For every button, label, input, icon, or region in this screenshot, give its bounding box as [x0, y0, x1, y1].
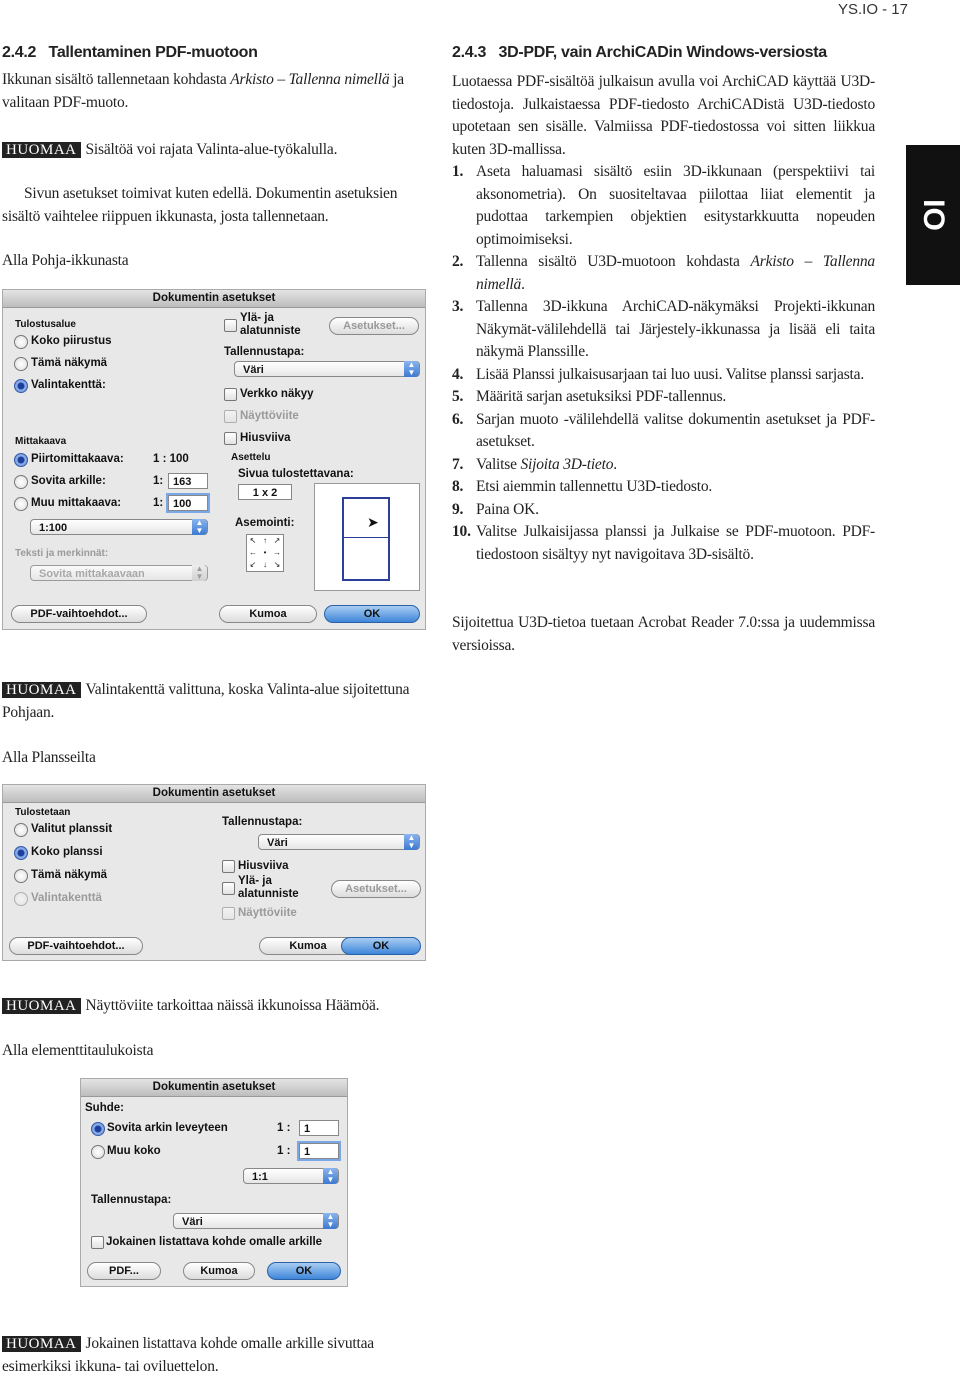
radio-other-scale-label: Muu mittakaava:	[31, 497, 122, 509]
radio-other-size-label: Muu koko	[107, 1145, 161, 1157]
cancel-button[interactable]: Kumoa	[259, 937, 357, 955]
fit-scale-field[interactable]: 163	[168, 473, 208, 489]
document-settings-dialog-2	[2, 784, 426, 961]
checkbox-header-footer-label: Ylä- ja alatunniste	[238, 875, 299, 900]
note-text: Sisältöä voi rajata Valinta-alue-työkalulla.	[85, 141, 338, 158]
checkbox-hairline-label: Hiusviiva	[238, 860, 289, 872]
step-text: Etsi aiemmin tallennettu U3D-tiedosto.	[476, 478, 713, 495]
left-para-2: Sivun asetukset toimivat kuten edellä. Dokumentin asetuksien sisältö vaihtelee riippuen ikkunasta, josta tallennetaan.	[2, 185, 398, 225]
step-text: Aseta haluamasi sisältö esiin 3D-ikkunaan (perspektiivi tai aksonometria). On suositeltavaa piilottaa liiat elementit ja pudottaa tarkempien objektien esitystarkkuutta nopeuden optimoimiseksi.	[476, 163, 875, 248]
other-scale-field[interactable]: 100	[168, 495, 208, 511]
checkbox-hairline-label: Hiusviiva	[240, 432, 291, 444]
note-label: HUOMAA	[2, 998, 81, 1014]
text-markers-popup[interactable]	[30, 565, 208, 581]
note-label: HUOMAA	[2, 142, 81, 158]
step-item	[452, 251, 875, 296]
radio-this-view-label: Tämä näkymä	[31, 357, 108, 369]
step-text: Tallenna 3D-ikkuna ArchiCAD-näkymäksi Projekti-ikkunan Näkymät-välilehdellä tai Järjestely-ikkunassa ja lisää eli taita näkymä Planssille.	[476, 298, 875, 360]
checkbox-screen-ref[interactable]	[224, 410, 237, 423]
left-heading-title: Tallentaminen PDF-muotoon	[48, 44, 258, 61]
radio-whole-drawing[interactable]	[14, 335, 28, 349]
caption-3: Alla elementtitaulukoista	[2, 1042, 154, 1059]
save-label: Tulostetaan	[15, 807, 71, 818]
intro-menu-1: Arkisto	[230, 71, 274, 88]
step-number: 5.	[452, 388, 464, 405]
note-4	[2, 1333, 426, 1378]
fit-prefix: 1:	[153, 475, 164, 487]
page-number: YS.IO - 17	[837, 1, 908, 18]
save-mode-value: Väri	[182, 1216, 203, 1228]
intro-text-1: Ikkunan sisältö tallennetaan kohdasta	[2, 71, 231, 88]
step-number: 9.	[452, 500, 464, 518]
step-item	[452, 521, 875, 566]
ok-button[interactable]: OK	[324, 605, 420, 623]
checkbox-web[interactable]	[224, 388, 237, 401]
cancel-button[interactable]: Kumoa	[183, 1262, 255, 1280]
note-label: HUOMAA	[2, 1336, 81, 1352]
ok-button[interactable]: OK	[341, 937, 421, 955]
scale-popup-value: 1:100	[39, 522, 68, 534]
cancel-button[interactable]: Kumoa	[219, 605, 317, 623]
pdf-button[interactable]: PDF...	[87, 1262, 161, 1280]
other-size-field[interactable]: 1	[299, 1143, 339, 1159]
dialog-title: Dokumentin asetukset	[3, 785, 425, 803]
checkbox-header-footer-label: Ylä- ja alatunniste	[240, 312, 301, 337]
fit-prefix: 1 :	[277, 1122, 291, 1134]
step-text	[476, 454, 875, 477]
radio-fit-width-label: Sovita arkin leveyteen	[107, 1122, 228, 1134]
note-text: Jokainen listattava kohde omalle arkille sivuttaa esimerkiksi ikkuna- tai oviluettelon.	[2, 1335, 374, 1375]
right-heading-title: 3D-PDF, vain ArchiCADin Windows-versiosta	[498, 44, 827, 61]
arrow-s-icon[interactable]: ↓	[263, 560, 267, 569]
step-text-part: Valitse	[476, 455, 521, 473]
checkbox-each-item[interactable]	[91, 1236, 104, 1249]
checkbox-hairline[interactable]	[222, 860, 235, 873]
step-number: 4.	[452, 365, 464, 383]
step-number: 6.	[452, 410, 464, 428]
save-mode-label: Tallennustapa:	[224, 346, 305, 358]
popup-arrows-icon: ▲ ▼	[404, 834, 419, 850]
radio-fit-sheet[interactable]	[14, 475, 28, 489]
text-markers-label: Teksti ja merkinnät:	[15, 548, 109, 559]
step-menu-path: Arkisto – Tallenna nimellä	[476, 253, 875, 293]
radio-marquee-label: Valintakenttä	[31, 892, 102, 904]
radio-drawing-scale[interactable]	[14, 453, 28, 467]
side-tab-label: IO	[916, 199, 950, 231]
scale-popup[interactable]	[243, 1168, 339, 1184]
checkbox-hairline[interactable]	[224, 432, 237, 445]
right-heading-number: 2.4.3	[452, 44, 487, 61]
page-preview	[314, 483, 420, 591]
step-text: Valitse Julkaisijassa planssi ja Julkaise se PDF-muotoon. PDF-tiedostoon sisältyy nyt navigoitava 3D-sisältö.	[476, 523, 875, 563]
step-number: 8.	[452, 478, 464, 495]
left-intro	[2, 69, 426, 114]
step-item	[452, 454, 875, 477]
pages-label: Sivua tulostettavana:	[238, 468, 354, 480]
position-grid[interactable]	[246, 534, 284, 572]
step-text-part: .	[613, 455, 617, 473]
right-intro: Luotaessa PDF-sisältöä julkaisun avulla voi ArchiCAD käyttää U3D-tiedostoja. Julkaistaessa PDF-tiedosto ArchiCADistä U3D-tiedosto upotetaan sen sisälle. Valmiissa PDF-tiedostossa voi sitten liikkua kuten 3D-mallissa.	[452, 73, 875, 158]
pdf-options-button[interactable]: PDF-vaihtoehdot...	[11, 605, 147, 623]
scale-popup[interactable]	[30, 519, 208, 535]
arrow-sw-icon[interactable]: ↙	[249, 560, 257, 569]
save-mode-popup[interactable]	[234, 361, 420, 377]
radio-fit-width[interactable]	[91, 1122, 105, 1136]
step-item	[452, 161, 875, 251]
popup-arrows-icon: ▲ ▼	[192, 519, 207, 535]
print-area-label: Tulostusalue	[15, 319, 76, 330]
scale-label: Mittakaava	[15, 436, 67, 447]
step-number: 7.	[452, 455, 464, 473]
radio-fit-sheet-label: Sovita arkille:	[31, 475, 106, 487]
step-text: Määritä sarjan asetuksiksi PDF-tallennus.	[476, 388, 727, 405]
cursor-icon: ➤	[367, 514, 379, 530]
page-outline	[342, 497, 390, 581]
step-number: 3.	[452, 298, 464, 315]
step-item	[452, 476, 875, 499]
arrow-e-icon[interactable]: →	[273, 548, 281, 557]
center-dot-icon[interactable]: •	[263, 548, 267, 557]
intro-dash: –	[273, 71, 289, 88]
settings-button[interactable]: Asetukset...	[331, 880, 421, 898]
radio-selected-layouts[interactable]	[14, 823, 28, 837]
step-text-part: Tallenna sisältö U3D-muotoon kohdasta	[476, 253, 751, 270]
popup-arrows-icon: ▲ ▼	[404, 361, 419, 377]
left-heading-number: 2.4.2	[2, 44, 37, 61]
checkbox-header-footer[interactable]	[224, 319, 237, 332]
settings-button[interactable]: Asetukset...	[329, 317, 419, 335]
step-item	[452, 409, 875, 454]
step-number: 1.	[452, 163, 464, 180]
step-text-part: .	[521, 275, 525, 293]
document-settings-dialog-3	[80, 1078, 348, 1287]
checkbox-screen-ref-label: Näyttöviite	[238, 907, 297, 919]
popup-arrows-icon: ▲ ▼	[323, 1213, 338, 1229]
step-text	[476, 251, 875, 296]
save-mode-value: Väri	[267, 837, 288, 849]
note-1	[2, 139, 426, 162]
radio-whole-layout-label: Koko planssi	[31, 846, 103, 858]
intro-text-2: ja valitaan PDF-muoto.	[2, 71, 404, 111]
radio-whole-layout[interactable]	[14, 846, 28, 860]
radio-selected-layouts-label: Valitut planssit	[31, 823, 113, 835]
radio-marquee[interactable]	[14, 892, 28, 906]
checkbox-each-item-label: Jokainen listattava kohde omalle arkille	[106, 1236, 323, 1248]
step-item	[452, 296, 875, 364]
size-label: Suhde:	[85, 1102, 124, 1114]
step-number: 10.	[452, 523, 471, 540]
popup-arrows-icon: ▲ ▼	[323, 1168, 338, 1184]
note-3	[2, 995, 426, 1018]
step-text: Lisää Planssi julkaisusarjaan tai luo uusi. Valitse planssi sarjasta.	[476, 365, 864, 383]
layout-label: Asettelu	[231, 452, 271, 463]
left-heading	[2, 44, 432, 62]
scale-popup-value: 1:1	[252, 1171, 268, 1183]
note-2	[2, 679, 426, 724]
radio-marquee-label: Valintakenttä:	[31, 379, 106, 391]
note-text: Valintakenttä valittuna, koska Valinta-alue sijoitettuna Pohjaan.	[2, 681, 410, 721]
step-item	[452, 499, 875, 522]
steps-list	[452, 161, 875, 566]
pdf-options-button[interactable]: PDF-vaihtoehdot...	[9, 937, 143, 955]
drawing-scale-value: 1 : 100	[153, 453, 189, 465]
save-mode-popup[interactable]	[258, 834, 420, 850]
caption-1: Alla Pohja-ikkunasta	[2, 252, 129, 269]
radio-whole-drawing-label: Koko piirustus	[31, 335, 112, 347]
text-markers-value: Sovita mittakaavaan	[39, 568, 145, 580]
step-text: Paina OK.	[476, 500, 539, 518]
position-label: Asemointi:	[235, 517, 295, 529]
step-text: Sarjan muoto -välilehdellä valitse dokumentin asetukset ja PDF-asetukset.	[476, 410, 875, 450]
checkbox-web-label: Verkko näkyy	[240, 388, 314, 400]
pages-field[interactable]: 1 x 2	[238, 484, 292, 500]
fit-width-field[interactable]: 1	[299, 1120, 339, 1136]
step-item	[452, 386, 875, 409]
dialog-title: Dokumentin asetukset	[3, 290, 425, 308]
save-mode-label: Tallennustapa:	[222, 816, 303, 828]
side-tab	[906, 145, 960, 285]
checkbox-screen-ref-label: Näyttöviite	[240, 410, 299, 422]
save-mode-value: Väri	[243, 364, 264, 376]
document-settings-dialog-1	[2, 289, 426, 630]
arrow-n-icon[interactable]: ↑	[263, 536, 267, 545]
save-mode-popup[interactable]	[173, 1213, 339, 1229]
dialog-title: Dokumentin asetukset	[81, 1079, 347, 1097]
arrow-nw-icon[interactable]: ↖	[249, 536, 257, 545]
radio-marquee[interactable]	[14, 379, 28, 393]
radio-this-view[interactable]	[14, 357, 28, 371]
radio-this-view[interactable]	[14, 869, 28, 883]
note-label: HUOMAA	[2, 682, 81, 698]
step-item	[452, 364, 875, 387]
intro-menu-2: Tallenna nimellä	[288, 71, 390, 88]
radio-drawing-scale-label: Piirtomittakaava:	[31, 453, 124, 465]
radio-other-size[interactable]	[91, 1145, 105, 1159]
arrow-se-icon[interactable]: ↘	[273, 560, 281, 569]
step-command: Sijoita 3D-tieto	[520, 455, 614, 473]
radio-other-scale[interactable]	[14, 497, 28, 511]
page-divider	[342, 537, 390, 538]
other-prefix: 1 :	[277, 1145, 291, 1157]
step-number: 2.	[452, 253, 464, 270]
arrow-ne-icon[interactable]: ↗	[273, 536, 281, 545]
caption-2: Alla Plansseilta	[2, 749, 96, 766]
ok-button[interactable]: OK	[267, 1262, 341, 1280]
arrow-w-icon[interactable]: ←	[249, 548, 257, 557]
popup-arrows-icon: ▲ ▼	[192, 565, 207, 581]
other-prefix: 1:	[153, 497, 164, 509]
right-closing: Sijoitettua U3D-tietoa tuetaan Acrobat Reader 7.0:ssa ja uudemmissa versioissa.	[452, 614, 875, 654]
note-text: Näyttöviite tarkoittaa näissä ikkunoissa Häämöä.	[85, 997, 380, 1014]
radio-this-view-label: Tämä näkymä	[31, 869, 108, 881]
checkbox-header-footer[interactable]	[222, 882, 235, 895]
right-heading	[452, 44, 882, 62]
save-mode-label: Tallennustapa:	[91, 1194, 172, 1206]
checkbox-screen-ref[interactable]	[222, 907, 235, 920]
